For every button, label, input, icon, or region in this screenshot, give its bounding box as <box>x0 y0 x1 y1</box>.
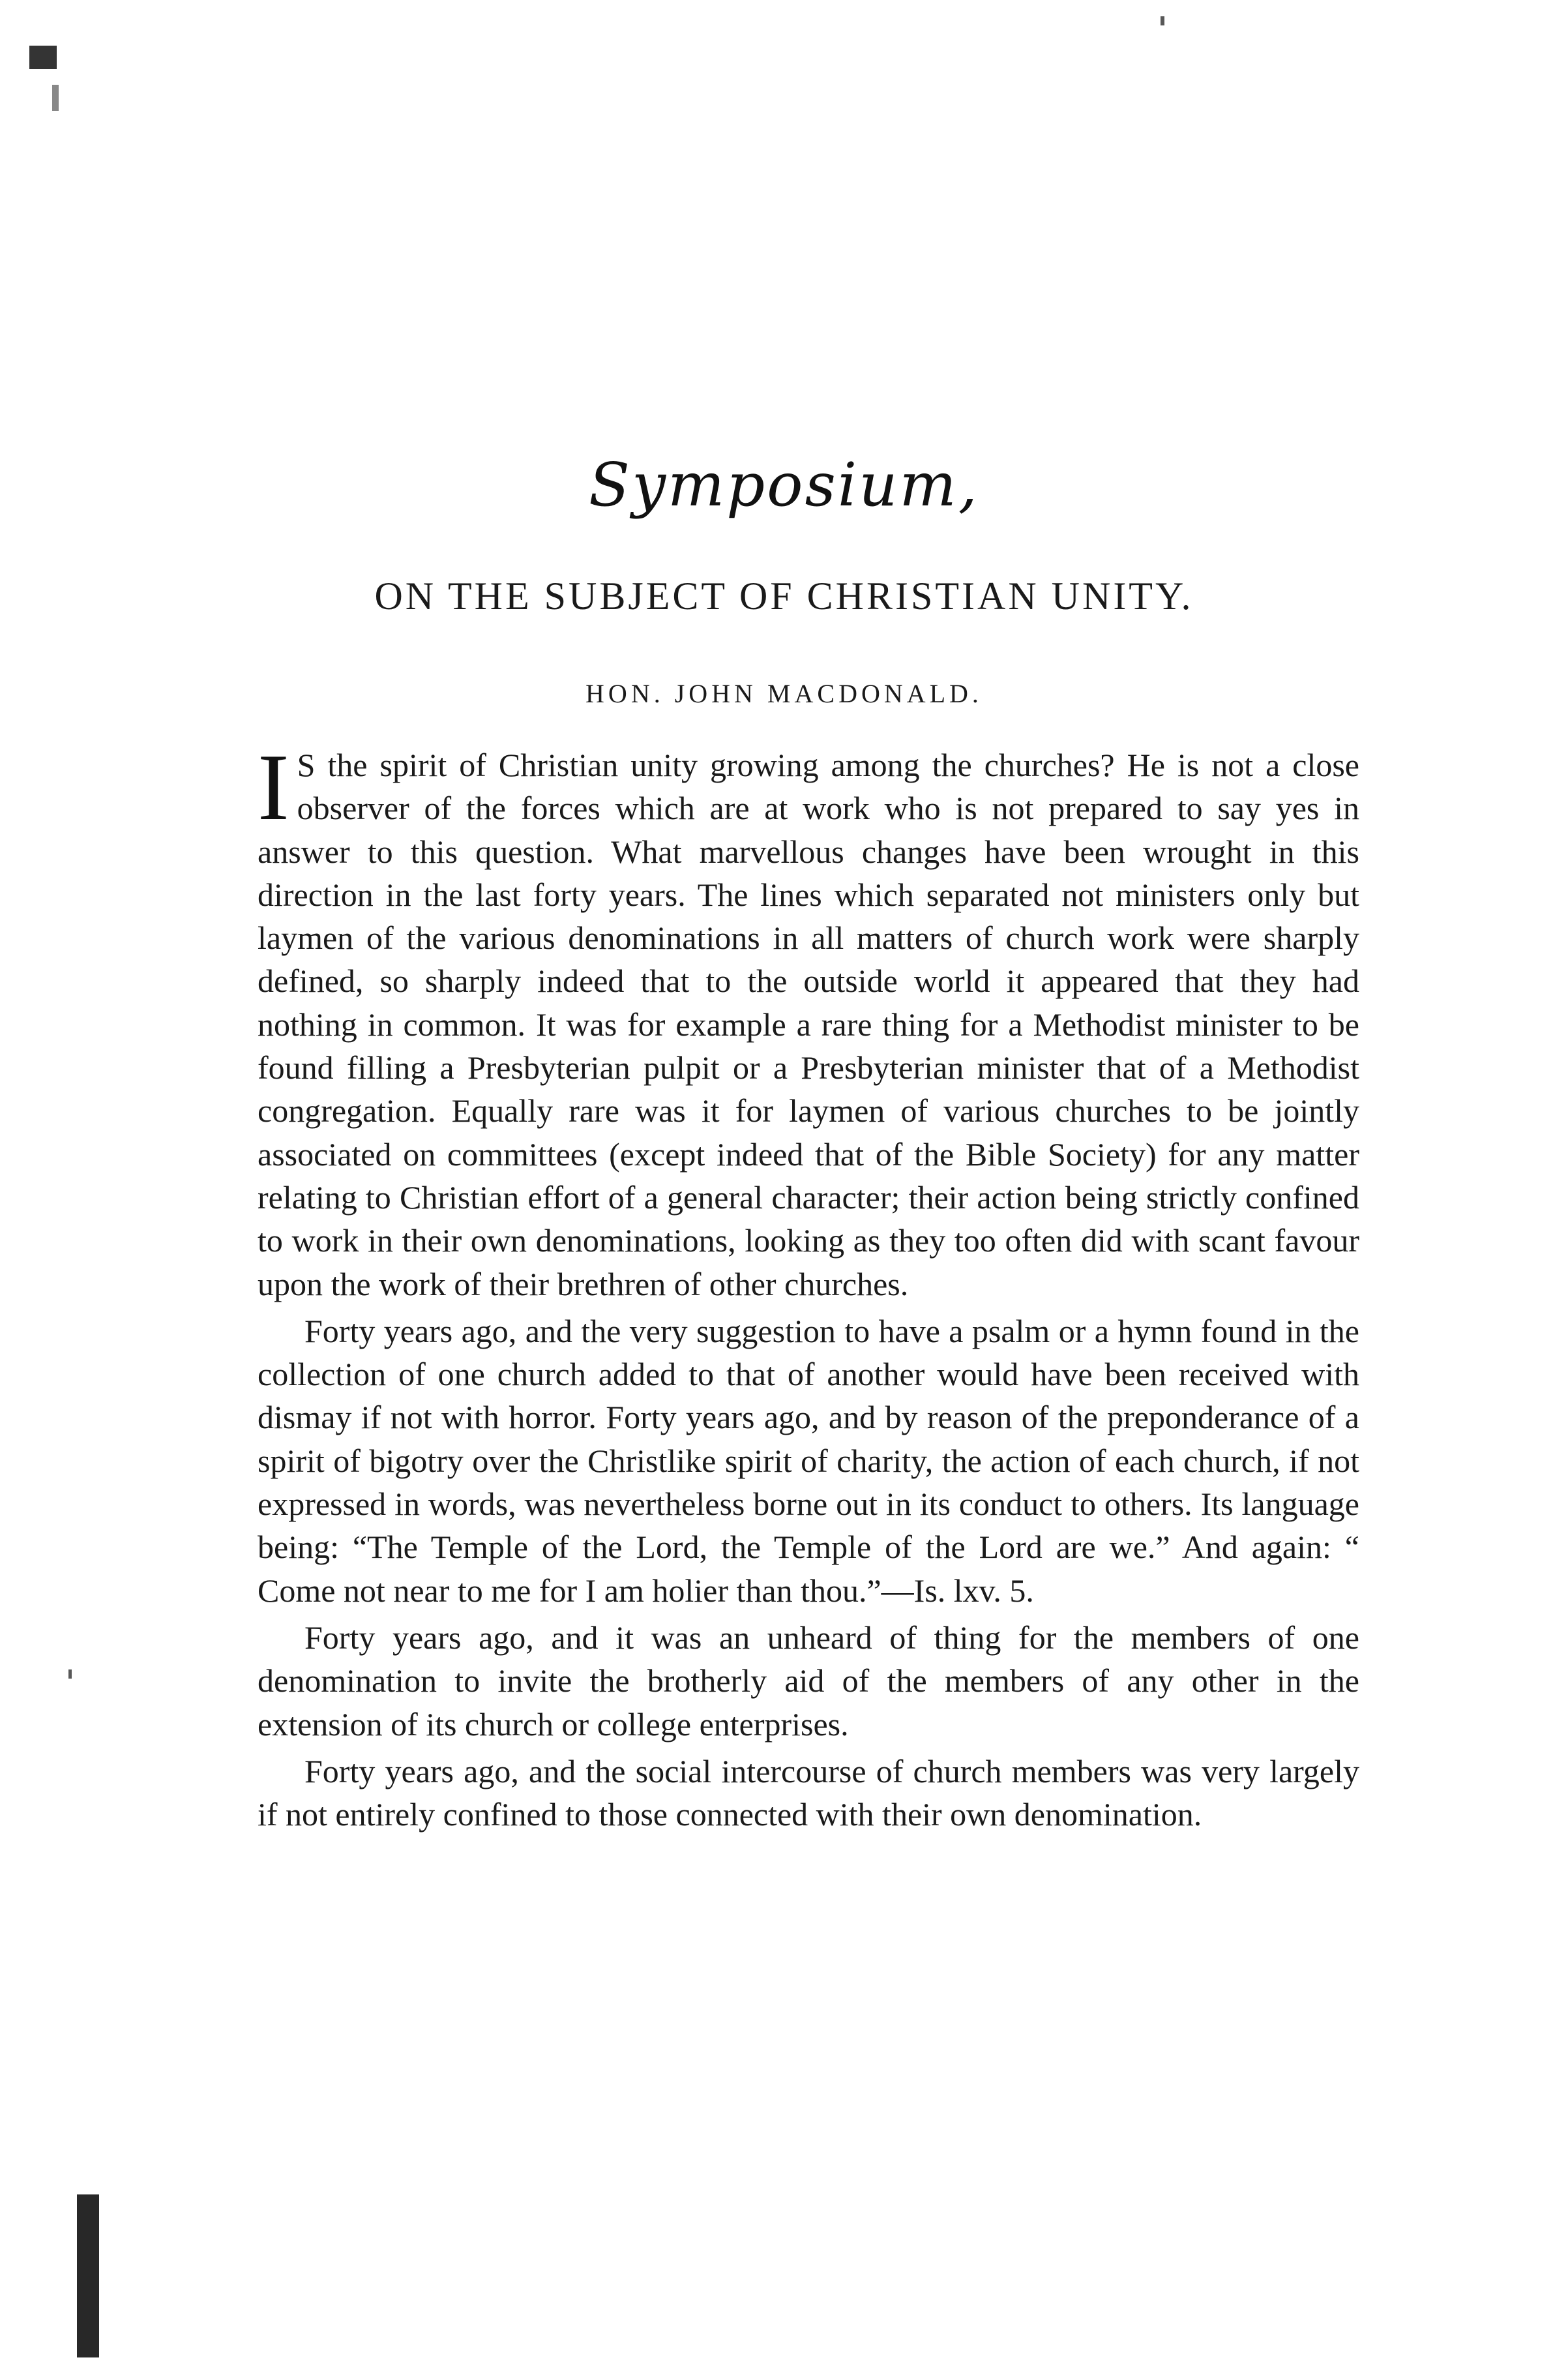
article-body <box>258 734 1359 1840</box>
scan-mark-top-left <box>29 46 57 69</box>
paragraph-1-text: S the spirit of Christian unity growing among the churches? He is not a close observer of the forces which are at work who is not prepared to say yes in answer to this question. What marvellous changes have been wrought in this direction in the last forty years. The lines which separated not ministers only but laymen of the various denominations in all matters of church work were sharply defined, so sharply indeed that to the outside world it appeared that they had nothing in common. It was for example a rare thing for a Methodist minister to be found filling a Presbyterian pulpit or a Presbyterian minister that of a Methodist congregation. Equally rare was it for laymen of various churches to be jointly associated on committees (except indeed that of the Bible Society) for any matter relating to Christian effort of a general character; their action being strictly confined to work in their own denominations, looking as they too often did with scant favour upon the work of their brethren of other churches. <box>258 747 1359 1302</box>
scan-mark-bottom-left <box>77 2194 99 2357</box>
paragraph-4: Forty years ago, and the social intercourse of church members was very largely if not entirely confined to those connected with their own denomination. <box>258 1752 1359 1833</box>
page-subtitle: ON THE SUBJECT OF CHRISTIAN UNITY. <box>374 575 1194 618</box>
paragraph-3: Forty years ago, and it was an unheard of thing for the members of one denomination to invite the brotherly aid of the members of any other in the extension of its church or college enterprises. <box>258 1619 1359 1743</box>
author-byline: HON. JOHN MACDONALD. <box>585 679 983 708</box>
scan-mark-left-margin <box>68 1669 72 1679</box>
paragraph-1 <box>258 734 1359 1306</box>
scan-mark-top-left-dots <box>52 85 59 111</box>
scan-mark-top <box>1161 16 1164 25</box>
page-title: Symposium, <box>589 450 979 520</box>
paragraph-2: Forty years ago, and the very suggestion to have a psalm or a hymn found in the collection of one church added to that of another would have been received with dismay if not with horror. Forty years ago, and by reason of the preponderance of a spirit of bigotry over the Christlike spirit of charity, the action of each church, if not expressed in words, was nevertheless borne out in its conduct to others. Its language being: “The Temple of the Lord, the Temple of the Lord are we.” And again: “ Come not near to me for I am holier than thou.”—Is. lxv. 5. <box>258 1312 1359 1609</box>
drop-cap: I <box>258 734 289 840</box>
